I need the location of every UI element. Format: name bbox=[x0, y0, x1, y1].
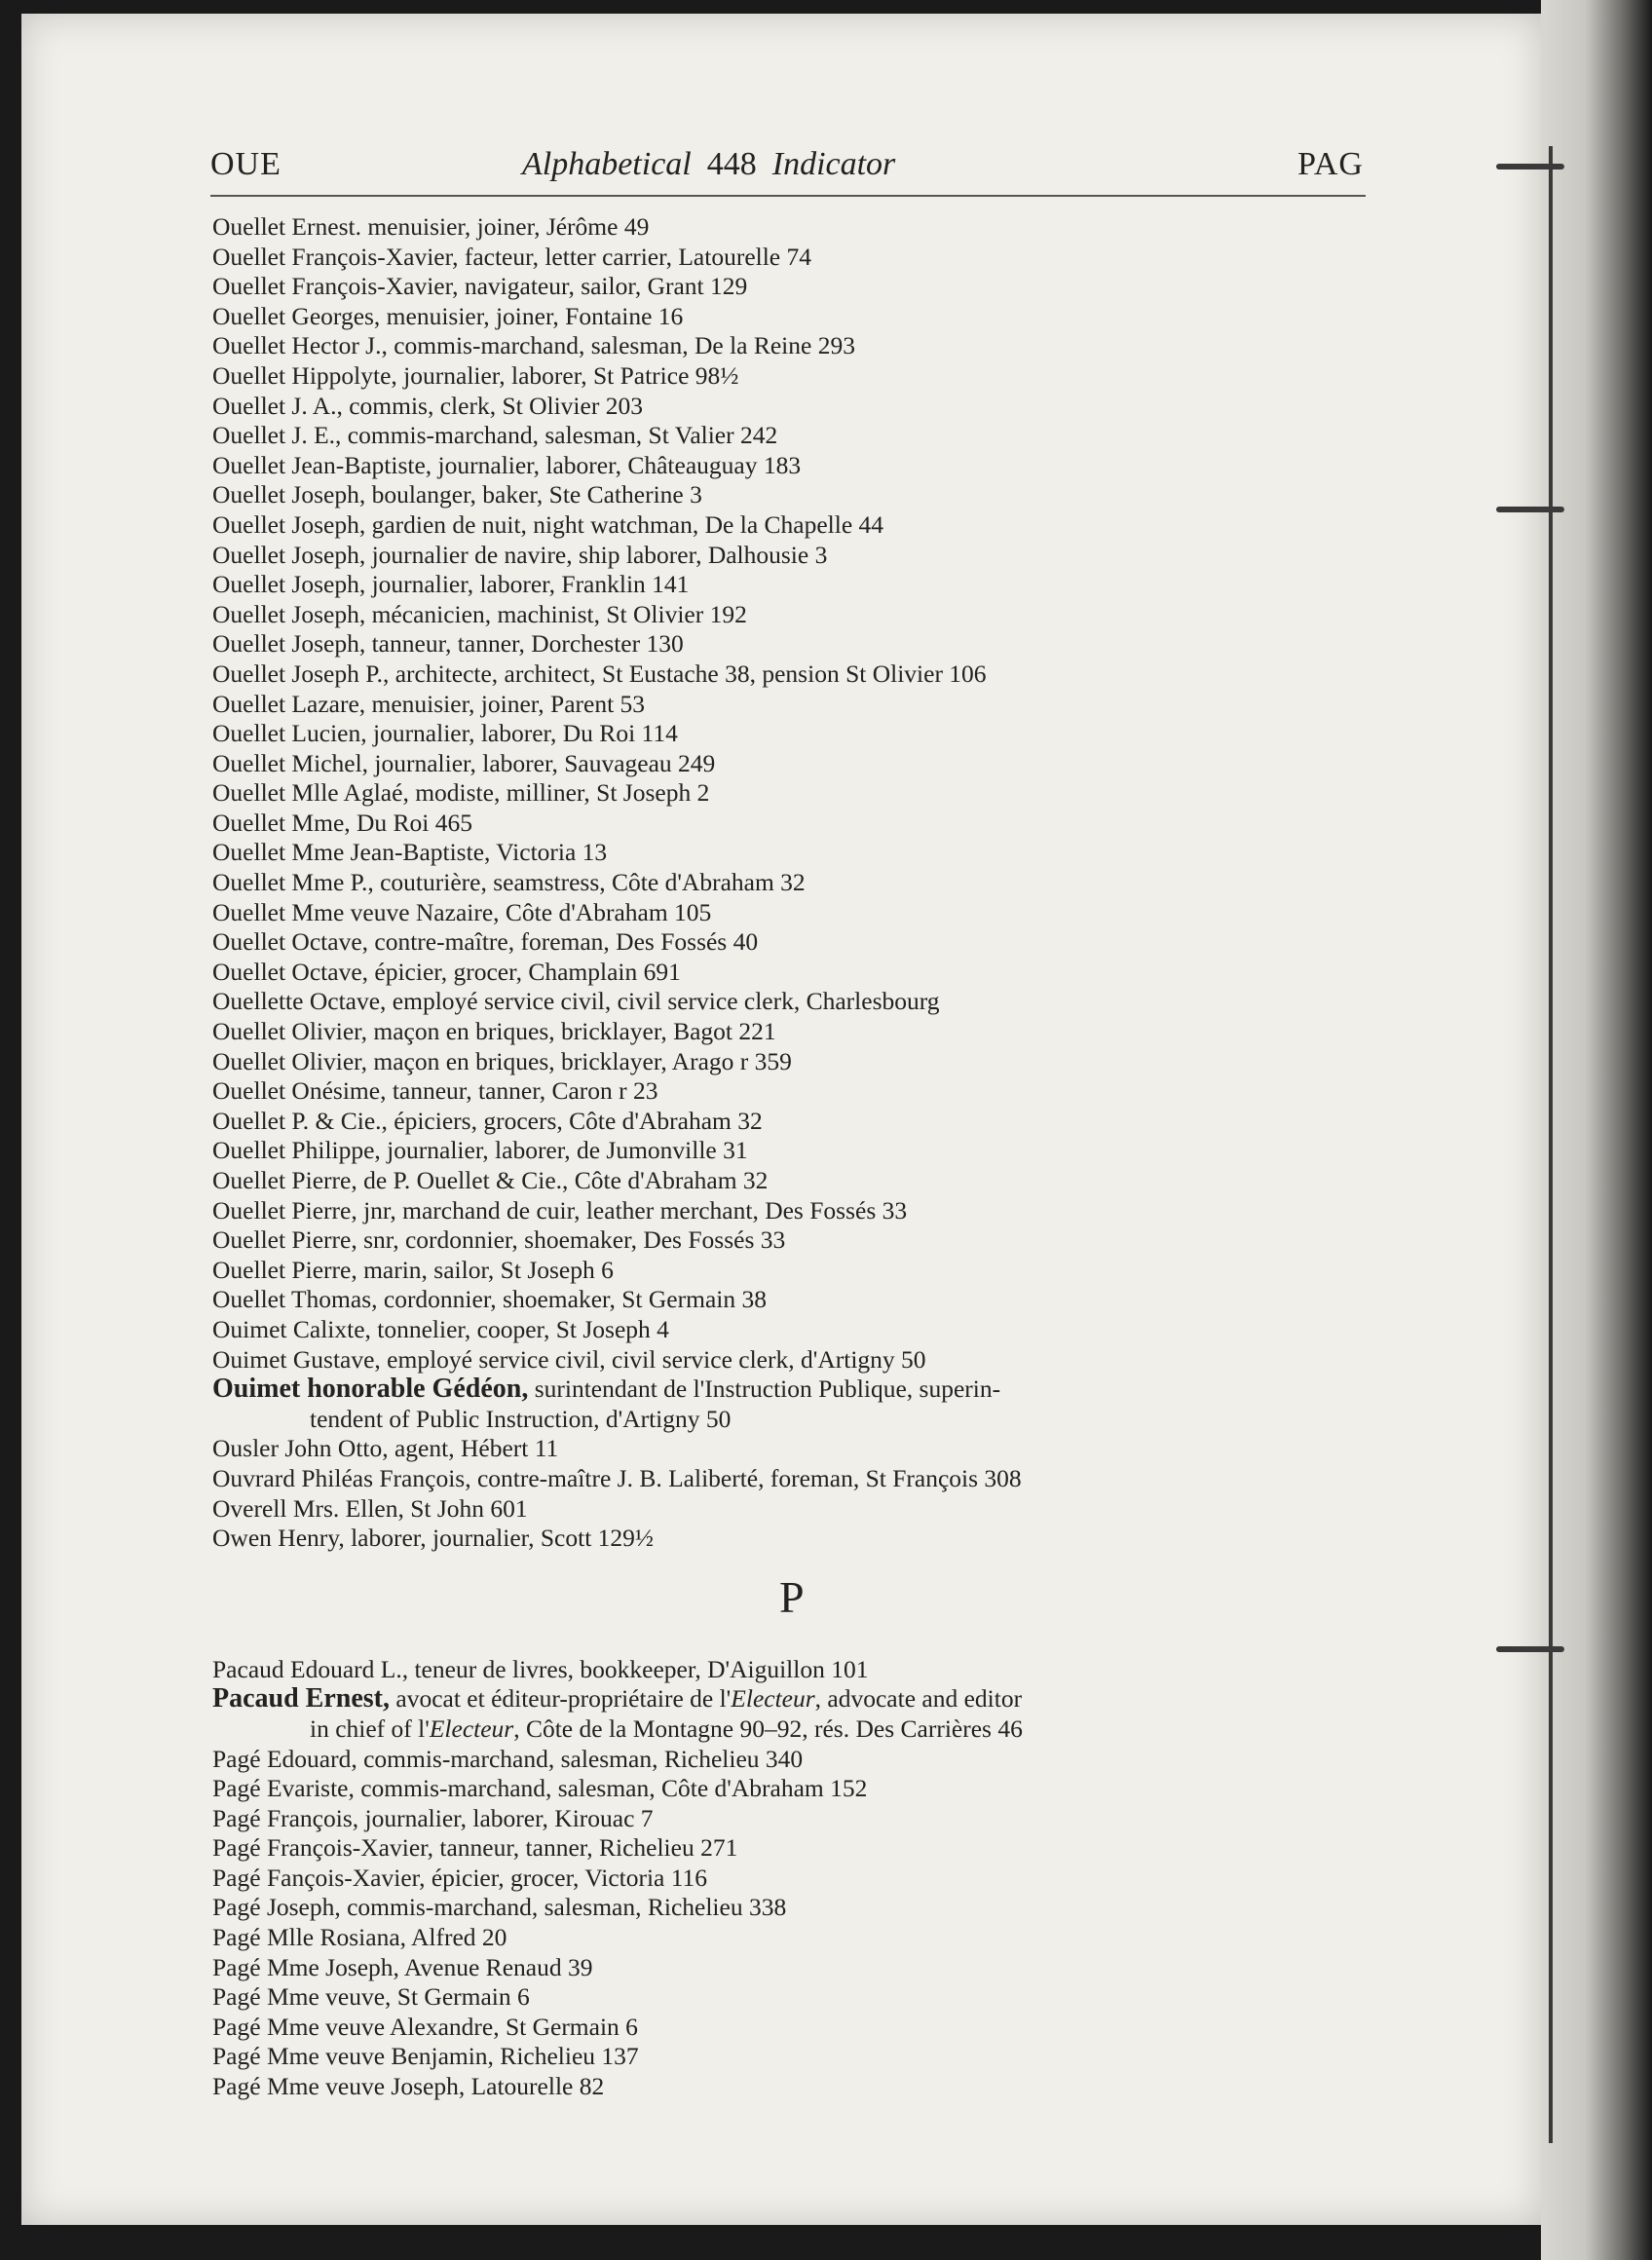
section-gap bbox=[212, 1641, 1381, 1655]
o-entries-tail-list bbox=[212, 1434, 1381, 1553]
directory-entry: Pagé François-Xavier, tanneur, tanner, Richelieu 271 bbox=[212, 1833, 738, 1863]
directory-entry: Ouellet Mme P., couturière, seamstress, Côte d'Abraham 32 bbox=[212, 868, 806, 897]
entry-bold-name: Ouimet honorable Gédéon, bbox=[212, 1374, 529, 1405]
directory-entry: Ouellet François-Xavier, facteur, letter carrier, Latourelle 74 bbox=[212, 242, 812, 271]
entry-text: in chief of l' bbox=[310, 1714, 430, 1743]
directory-entry: Ouellet Joseph P., architecte, architect, St Eustache 38, pension St Olivier 106 bbox=[212, 659, 987, 688]
directory-entry: Pagé Fançois-Xavier, épicier, grocer, Victoria 116 bbox=[212, 1863, 708, 1892]
directory-entry: Ouellet Joseph, boulanger, baker, Ste Catherine 3 bbox=[212, 480, 702, 509]
directory-entry: Ouellet Onésime, tanneur, tanner, Caron r 23 bbox=[212, 1076, 658, 1106]
directory-entry: Ousler John Otto, agent, Hébert 11 bbox=[212, 1434, 559, 1463]
p-entries-head-list bbox=[212, 1655, 1381, 1685]
directory-entry: Ouellet J. A., commis, clerk, St Olivier 203 bbox=[212, 391, 643, 420]
directory-entry: Ouellet Olivier, maçon en briques, bricklayer, Arago r 359 bbox=[212, 1046, 792, 1075]
directory-entry: Ouellet Octave, épicier, grocer, Champlain 691 bbox=[212, 957, 681, 986]
directory-entry: Ouimet Gustave, employé service civil, civil service clerk, d'Artigny 50 bbox=[212, 1344, 926, 1374]
directory-entry: Ouellet Pierre, jnr, marchand de cuir, leather merchant, Des Fossés 33 bbox=[212, 1195, 908, 1224]
directory-entry: Pagé François, journalier, laborer, Kirouac 7 bbox=[212, 1803, 654, 1832]
directory-entry: Pagé Mlle Rosiana, Alfred 20 bbox=[212, 1923, 507, 1952]
directory-entry: Pagé Mme Joseph, Avenue Renaud 39 bbox=[212, 1952, 593, 1981]
directory-entry: Pagé Joseph, commis-marchand, salesman, Richelieu 338 bbox=[212, 1893, 787, 1922]
header-left-guide: OUE bbox=[210, 146, 282, 182]
entry-continuation: tendent of Public Instruction, d'Artigny 50 bbox=[310, 1404, 732, 1433]
directory-entry: Ouellet Olivier, maçon en briques, bricklayer, Bagot 221 bbox=[212, 1017, 776, 1046]
directory-entry: Ouellet P. & Cie., épiciers, grocers, Côte d'Abraham 32 bbox=[212, 1106, 763, 1135]
directory-entry: Ouellet Thomas, cordonnier, shoemaker, St Germain 38 bbox=[212, 1285, 767, 1314]
directory-entry: Ouellet Mme, Du Roi 465 bbox=[212, 808, 473, 837]
header-title bbox=[522, 146, 895, 183]
directory-entry-bold bbox=[212, 1684, 1381, 1714]
directory-entry: Ouellet Georges, menuisier, joiner, Fontaine 16 bbox=[212, 301, 684, 330]
running-header bbox=[210, 146, 1364, 189]
directory-entry: Ouellet François-Xavier, navigateur, sailor, Grant 129 bbox=[212, 272, 748, 301]
directory-entry: Ouellet Ernest. menuisier, joiner, Jérôme 49 bbox=[212, 212, 650, 241]
entry-continuation bbox=[212, 1714, 1381, 1745]
entry-bold-name: Pacaud Ernest, bbox=[212, 1683, 390, 1714]
directory-entry: Ouellet Mme Jean-Baptiste, Victoria 13 bbox=[212, 838, 608, 867]
header-title-b: Indicator bbox=[771, 146, 896, 182]
entry-italic: Electeur bbox=[731, 1684, 815, 1714]
entry-italic: Electeur bbox=[429, 1714, 514, 1743]
directory-entry: Pagé Mme veuve, St Germain 6 bbox=[212, 1982, 530, 2012]
directory-entry: Pacaud Edouard L., teneur de livres, bookkeeper, D'Aiguillon 101 bbox=[212, 1654, 869, 1683]
entry-text: surintendant de l'Instruction Publique, superin- bbox=[528, 1375, 1001, 1404]
directory-entry: Ouellette Octave, employé service civil, civil service clerk, Charlesbourg bbox=[212, 987, 940, 1016]
o-entries-list bbox=[212, 212, 1381, 1375]
book-spine bbox=[1541, 0, 1652, 2260]
directory-entry: Ouellet Lazare, menuisier, joiner, Parent 53 bbox=[212, 689, 646, 718]
directory-entry: Ouellet Pierre, de P. Ouellet & Cie., Côte d'Abraham 32 bbox=[212, 1166, 769, 1194]
entry-text: avocat et éditeur-propriétaire de l' bbox=[390, 1684, 732, 1714]
directory-entry: Ouellet Jean-Baptiste, journalier, laborer, Châteauguay 183 bbox=[212, 450, 802, 479]
header-right-guide: PAG bbox=[1297, 146, 1364, 182]
directory-entry: Ouimet Calixte, tonnelier, cooper, St Joseph 4 bbox=[212, 1314, 669, 1343]
directory-entry: Ouellet Mme veuve Nazaire, Côte d'Abraham 105 bbox=[212, 897, 712, 926]
directory-entry: Ouellet Hector J., commis-marchand, salesman, De la Reine 293 bbox=[212, 331, 855, 360]
directory-entry: Pagé Mme veuve Benjamin, Richelieu 137 bbox=[212, 2042, 639, 2071]
page-number: 448 bbox=[706, 146, 757, 182]
binding-stitch bbox=[1496, 507, 1564, 512]
binding-thread bbox=[1549, 146, 1553, 2143]
directory-entries bbox=[212, 212, 1381, 2102]
binding-stitch bbox=[1496, 164, 1564, 170]
directory-entry: Ouellet Joseph, mécanicien, machinist, St Olivier 192 bbox=[212, 599, 747, 628]
section-letter: P bbox=[779, 1571, 805, 1622]
directory-entry: Ouellet Joseph, gardien de nuit, night watchman, De la Chapelle 44 bbox=[212, 509, 884, 539]
directory-entry-bold bbox=[212, 1375, 1381, 1405]
directory-entry: Pagé Evariste, commis-marchand, salesman, Côte d'Abraham 152 bbox=[212, 1774, 868, 1803]
directory-entry: Pagé Edouard, commis-marchand, salesman, Richelieu 340 bbox=[212, 1744, 804, 1773]
directory-entry: Ouellet Pierre, marin, sailor, St Joseph 6 bbox=[212, 1255, 614, 1284]
p-entries-list bbox=[212, 1745, 1381, 2102]
directory-entry: Pagé Mme veuve Joseph, Latourelle 82 bbox=[212, 2072, 605, 2101]
directory-entry: Ouellet Pierre, snr, cordonnier, shoemaker, Des Fossés 33 bbox=[212, 1225, 786, 1255]
directory-entry: Ouvrard Philéas François, contre-maître J. B. Laliberté, foreman, St François 308 bbox=[212, 1463, 1022, 1492]
directory-entry: Ouellet Michel, journalier, laborer, Sauvageau 249 bbox=[212, 748, 716, 777]
directory-entry: Pagé Mme veuve Alexandre, St Germain 6 bbox=[212, 2012, 638, 2041]
header-title-a: Alphabetical bbox=[522, 146, 692, 182]
header-rule bbox=[210, 195, 1366, 197]
directory-entry: Ouellet Philippe, journalier, laborer, de Jumonville 31 bbox=[212, 1136, 748, 1165]
directory-entry: Overell Mrs. Ellen, St John 601 bbox=[212, 1493, 528, 1523]
directory-entry: Ouellet Octave, contre-maître, foreman, Des Fossés 40 bbox=[212, 927, 759, 957]
binding-stitch bbox=[1496, 1646, 1564, 1652]
directory-entry: Ouellet Joseph, journalier de navire, ship laborer, Dalhousie 3 bbox=[212, 540, 828, 569]
entry-text: , Côte de la Montagne 90–92, rés. Des Carrières 46 bbox=[513, 1714, 1023, 1743]
directory-entry: Ouellet Mlle Aglaé, modiste, milliner, St Joseph 2 bbox=[212, 778, 710, 808]
directory-entry: Ouellet Hippolyte, journalier, laborer, St Patrice 98½ bbox=[212, 360, 739, 390]
directory-entry: Ouellet Lucien, journalier, laborer, Du Roi 114 bbox=[212, 719, 678, 748]
directory-entry: Ouellet Joseph, tanneur, tanner, Dorchester 130 bbox=[212, 629, 684, 659]
directory-entry: Ouellet Joseph, journalier, laborer, Franklin 141 bbox=[212, 570, 690, 599]
directory-entry: Owen Henry, laborer, journalier, Scott 129½ bbox=[212, 1524, 655, 1553]
entry-text: , advocate and editor bbox=[814, 1684, 1023, 1714]
directory-entry: Ouellet J. E., commis-marchand, salesman, St Valier 242 bbox=[212, 421, 778, 450]
